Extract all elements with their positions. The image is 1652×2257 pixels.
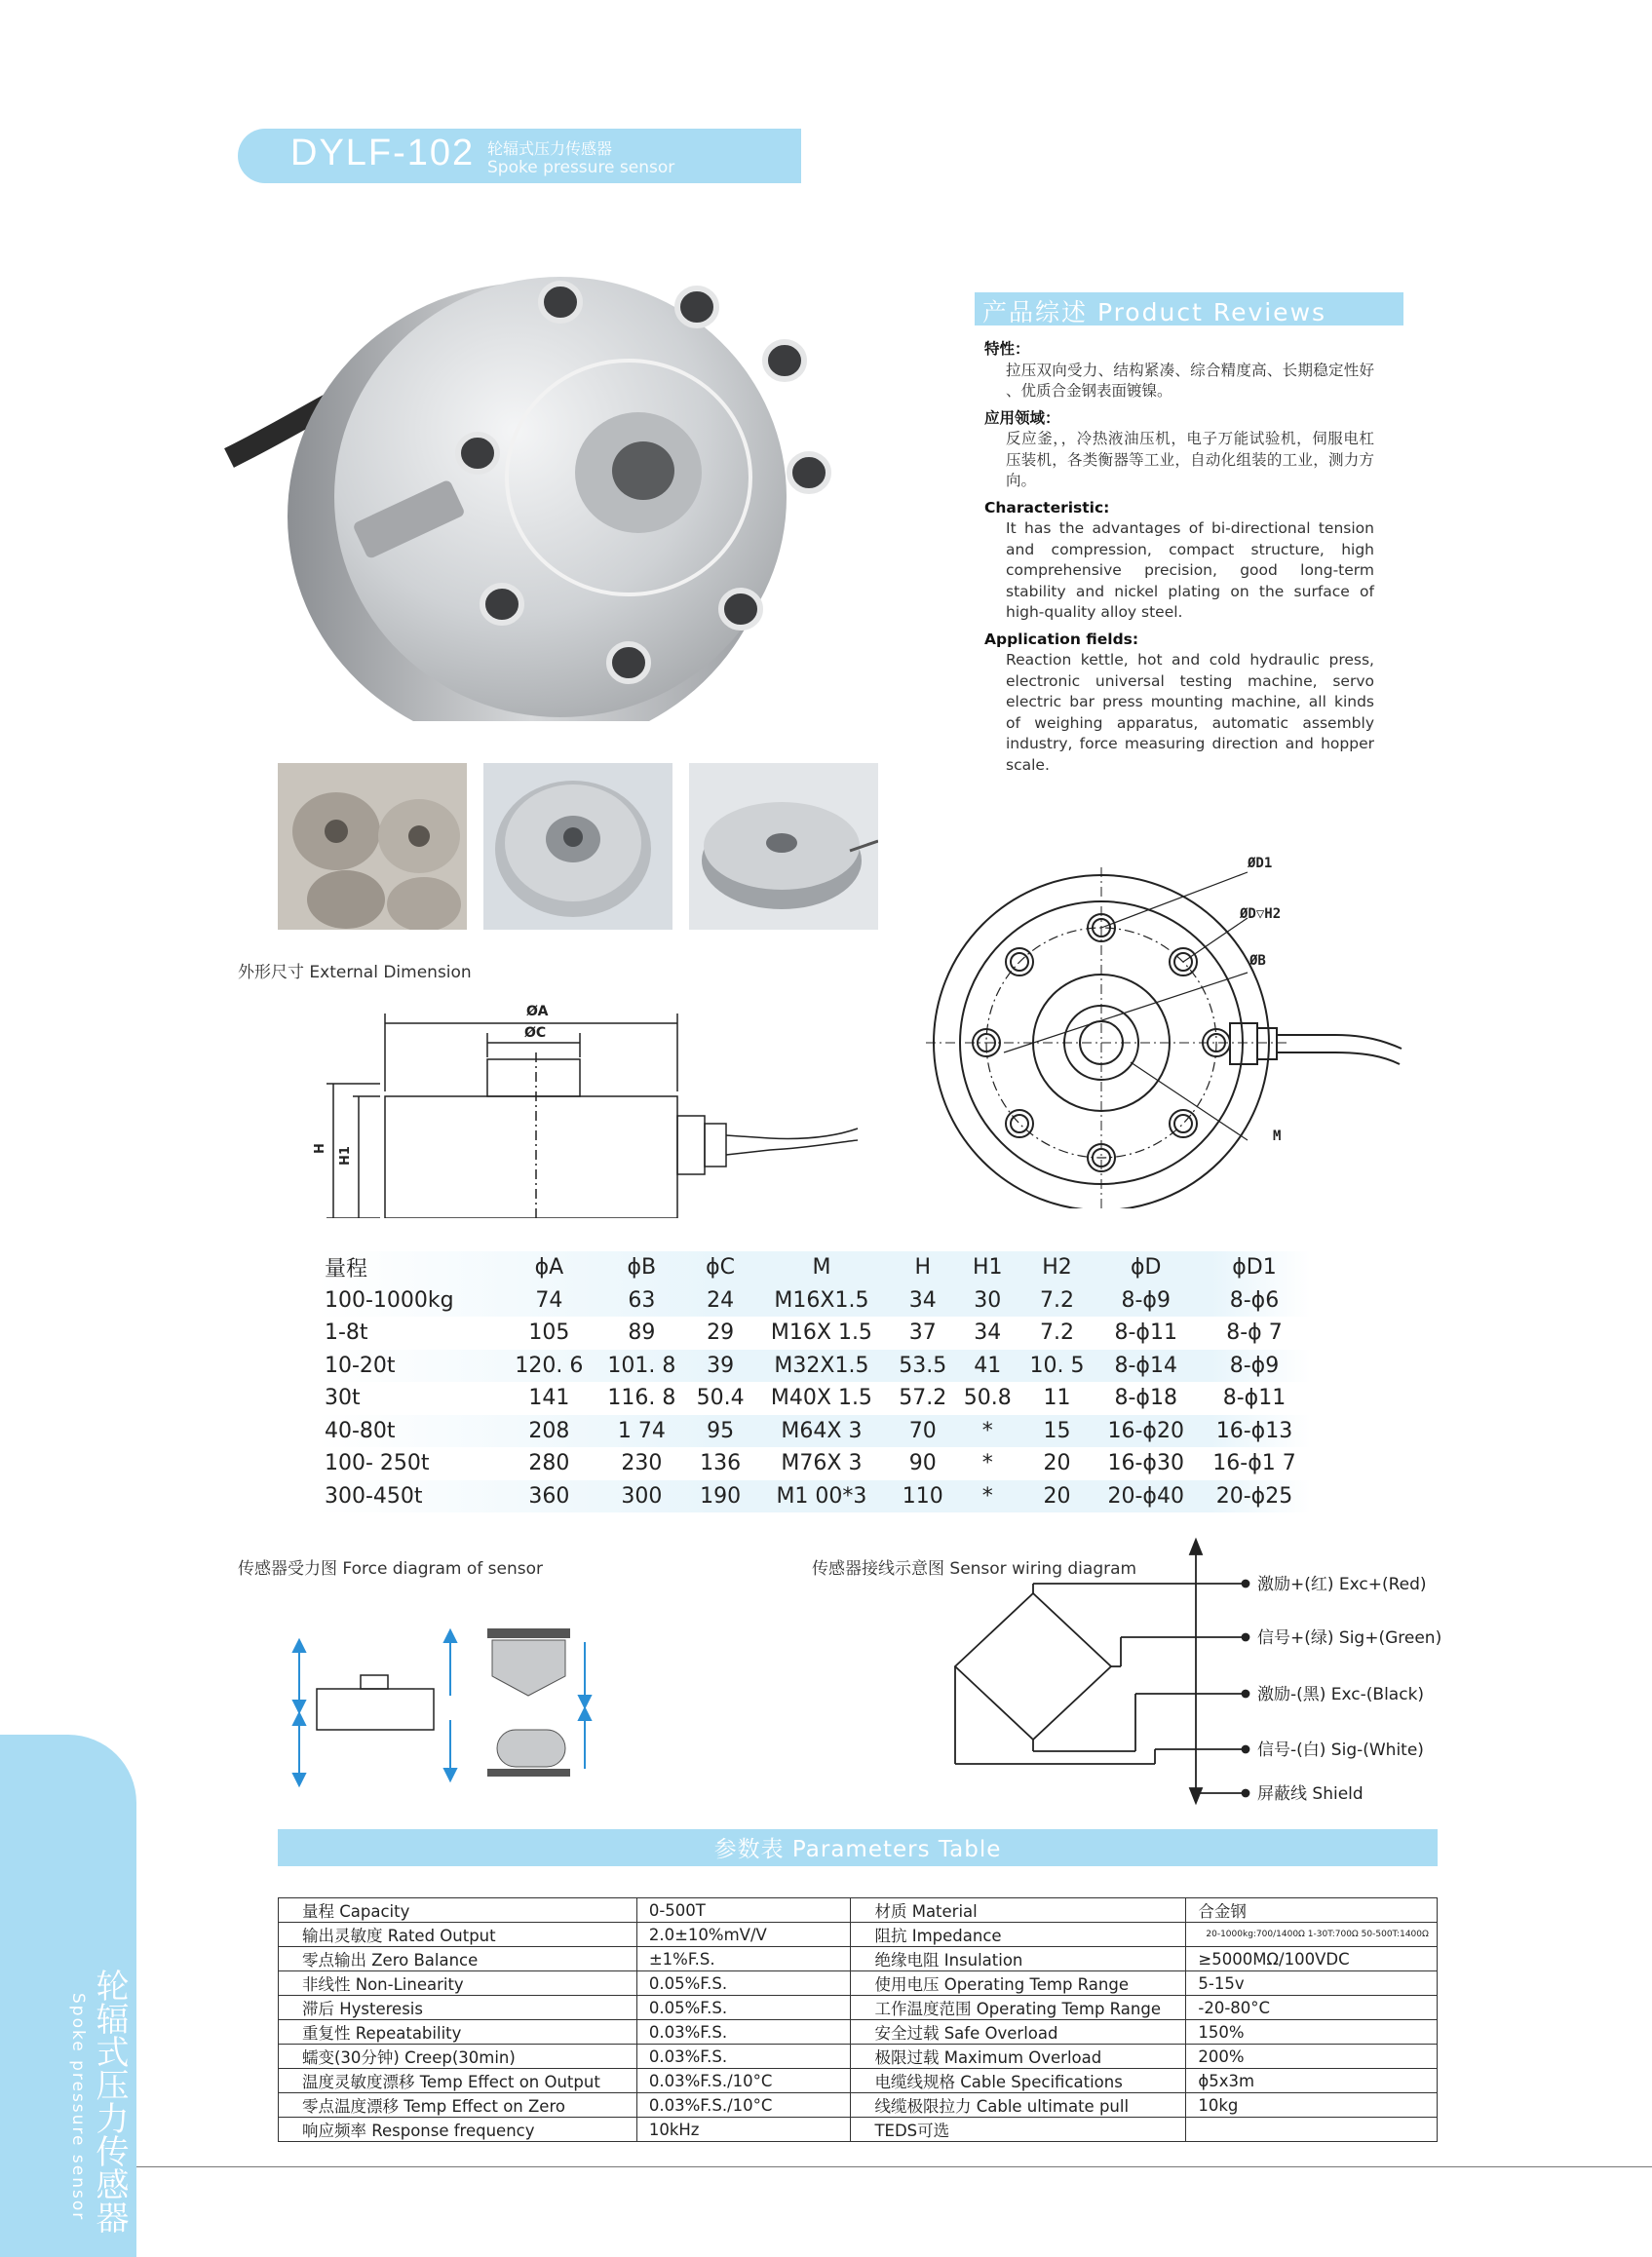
capacity-cell: 280	[528, 1451, 570, 1476]
dim-oa: ØA	[526, 1004, 549, 1019]
param-value-cell: ϕ5x3m	[1186, 2069, 1438, 2093]
capacity-cell: 40-80t	[325, 1418, 396, 1443]
capacity-row	[317, 1480, 1311, 1513]
capacity-cell: 360	[528, 1483, 570, 1509]
capacity-cell: 116. 8	[607, 1386, 676, 1411]
capacity-row	[317, 1415, 1311, 1448]
capacity-header-cell: H2	[1042, 1255, 1072, 1281]
param-value-cell: 5-15v	[1186, 1971, 1438, 1996]
param-name-cell: 温度灵敏度漂移 Temp Effect on Output	[279, 2069, 637, 2093]
param-name-cell: 量程 Capacity	[279, 1898, 637, 1923]
product-photo-3	[689, 763, 878, 930]
wire-shield: 屏蔽线 Shield	[1257, 1784, 1364, 1804]
capacity-cell: 8-ϕ14	[1114, 1353, 1177, 1378]
capacity-cell: 8-ϕ11	[1222, 1386, 1287, 1411]
param-value-cell: 2.0±10%mV/V	[636, 1923, 851, 1947]
param-name-cell: 非线性 Non-Linearity	[279, 1971, 637, 1996]
reviews-title: 产品综述 Product Reviews	[982, 298, 1327, 326]
param-value-cell: 0.05%F.S.	[636, 1971, 851, 1996]
param-value-cell: -20-80°C	[1186, 1996, 1438, 2020]
capacity-cell: 8-ϕ11	[1114, 1320, 1177, 1346]
capacity-cell: M1 00*3	[776, 1483, 867, 1509]
capacity-header-cell: H	[914, 1255, 932, 1281]
capacity-cell: 110	[902, 1483, 943, 1509]
capacity-row	[317, 1350, 1311, 1383]
capacity-cell: 41	[974, 1353, 1002, 1378]
side-view-drawing	[312, 994, 897, 1218]
capacity-cell: *	[981, 1483, 993, 1509]
side-title-en: Spoke pressure sensor	[68, 1993, 88, 2222]
capacity-cell: 20-ϕ25	[1215, 1483, 1293, 1509]
param-name-cell: 零点温度漂移 Temp Effect on Zero	[279, 2093, 637, 2118]
capacity-cell: 70	[908, 1418, 937, 1443]
reviews-content	[984, 333, 1374, 776]
product-name-en: Spoke pressure sensor	[487, 158, 675, 177]
capacity-cell: 16-ϕ20	[1107, 1418, 1184, 1443]
capacity-table	[317, 1251, 1311, 1512]
capacity-cell: 50.4	[696, 1386, 745, 1411]
param-name-cell: TEDS可选	[851, 2118, 1186, 2142]
dim-ob: ØB	[1249, 953, 1266, 969]
wire-exc-minus: 激励-(黑) Exc-(Black)	[1257, 1685, 1425, 1704]
application-fields-text: Reaction kettle, hot and cold hydraulic press, electronic universal testing machine, servo electric bar press mounting machine, all kinds of weighing apparatus, automatic assembly industry, force measuring direction and hopper scale.	[1006, 651, 1374, 774]
apps-text: 反应釜，，冷热液油压机，电子万能试验机，伺服电杠压装机，各类衡器等工业，自动化组装的工业，测力方向。	[1006, 430, 1374, 489]
param-value-cell: 0.03%F.S.	[636, 2020, 851, 2045]
capacity-cell: 105	[528, 1320, 570, 1346]
apps-heading: 应用领域：	[984, 408, 1060, 427]
param-name-cell: 绝缘电阻 Insulation	[851, 1947, 1186, 1971]
param-value-cell: 0.03%F.S./10°C	[636, 2069, 851, 2093]
capacity-cell: *	[981, 1418, 993, 1443]
capacity-row	[317, 1317, 1311, 1350]
footer-divider	[136, 2166, 1652, 2167]
dim-h: H	[313, 1143, 327, 1154]
capacity-cell: M16X 1.5	[770, 1320, 872, 1346]
force-diagram	[288, 1623, 599, 1788]
param-name-cell: 零点输出 Zero Balance	[279, 1947, 637, 1971]
param-value-cell: 0.03%F.S./10°C	[636, 2093, 851, 2118]
main-product-image	[210, 234, 833, 721]
capacity-cell: 11	[1043, 1386, 1071, 1411]
capacity-cell: M16X1.5	[774, 1287, 869, 1313]
wire-sig-plus: 信号+(绿) Sig+(Green)	[1257, 1628, 1442, 1648]
param-row	[279, 1996, 1438, 2020]
capacity-cell: M76X 3	[781, 1451, 863, 1476]
capacity-header-cell: ϕD1	[1232, 1255, 1277, 1281]
capacity-cell: 30t	[325, 1386, 361, 1411]
capacity-header-cell: ϕD	[1131, 1255, 1162, 1281]
capacity-cell: 20	[1043, 1451, 1071, 1476]
parameters-table	[278, 1897, 1438, 2142]
model-title: DYLF-102	[290, 133, 476, 173]
param-name-cell: 重复性 Repeatability	[279, 2020, 637, 2045]
capacity-header-cell: ϕC	[706, 1255, 736, 1281]
capacity-cell: 24	[707, 1287, 735, 1313]
param-name-cell: 阻抗 Impedance	[851, 1923, 1186, 1947]
dim-od1: ØD1	[1248, 856, 1273, 871]
capacity-cell: M40X 1.5	[770, 1386, 872, 1411]
capacity-header-cell: M	[812, 1255, 831, 1281]
capacity-row	[317, 1447, 1311, 1480]
capacity-cell: 53.5	[899, 1353, 947, 1378]
param-value-cell: 0.03%F.S.	[636, 2045, 851, 2069]
capacity-cell: *	[981, 1451, 993, 1476]
wire-sig-minus: 信号-(白) Sig-(White)	[1257, 1741, 1424, 1760]
capacity-cell: 120. 6	[515, 1353, 584, 1378]
dim-m: M	[1273, 1128, 1282, 1144]
param-name-cell: 材质 Material	[851, 1898, 1186, 1923]
capacity-header-cell: ϕA	[534, 1255, 564, 1281]
capacity-cell: 95	[707, 1418, 735, 1443]
capacity-cell: 16-ϕ1 7	[1212, 1451, 1296, 1476]
capacity-cell: 136	[700, 1451, 742, 1476]
capacity-cell: M64X 3	[781, 1418, 863, 1443]
param-value-cell: 10kg	[1186, 2093, 1438, 2118]
capacity-cell: 34	[974, 1320, 1002, 1346]
param-name-cell: 电缆线规格 Cable Specifications	[851, 2069, 1186, 2093]
product-name-cn: 轮辐式压力传感器	[487, 139, 613, 158]
capacity-cell: 20-ϕ40	[1107, 1483, 1184, 1509]
capacity-cell: 89	[628, 1320, 656, 1346]
param-value-cell: 0.05%F.S.	[636, 1996, 851, 2020]
param-row	[279, 2093, 1438, 2118]
param-row	[279, 1898, 1438, 1923]
capacity-cell: 15	[1043, 1418, 1071, 1443]
param-value-cell: 合金钢	[1186, 1898, 1438, 1923]
capacity-cell: 100- 250t	[325, 1451, 430, 1476]
capacity-cell: 63	[628, 1287, 656, 1313]
capacity-cell: 300-450t	[325, 1483, 423, 1509]
top-view-drawing	[926, 848, 1433, 1208]
capacity-cell: 230	[621, 1451, 663, 1476]
capacity-cell: 7.2	[1039, 1287, 1074, 1313]
application-fields-heading: Application fields:	[984, 630, 1139, 648]
capacity-cell: 8-ϕ6	[1229, 1287, 1280, 1313]
capacity-cell: 74	[535, 1287, 563, 1313]
param-name-cell: 线缆极限拉力 Cable ultimate pull	[851, 2093, 1186, 2118]
param-row	[279, 1947, 1438, 1971]
capacity-cell: 190	[700, 1483, 742, 1509]
param-name-cell: 蠕变(30分钟) Creep(30min)	[279, 2045, 637, 2069]
capacity-cell: 100-1000kg	[325, 1287, 454, 1313]
param-value-cell: ≥5000MΩ/100VDC	[1186, 1947, 1438, 1971]
capacity-table-header	[317, 1251, 1311, 1284]
param-value-cell: 10kHz	[636, 2118, 851, 2142]
external-dimension-label: 外形尺寸 External Dimension	[238, 963, 472, 982]
capacity-cell: 16-ϕ30	[1107, 1451, 1184, 1476]
dim-h1: H1	[338, 1146, 353, 1166]
capacity-cell: M32X1.5	[774, 1353, 869, 1378]
param-row	[279, 2045, 1438, 2069]
product-photo-1	[278, 763, 467, 930]
characteristic-heading: Characteristic:	[984, 498, 1110, 516]
capacity-cell: 1 74	[617, 1418, 666, 1443]
capacity-cell: 20	[1043, 1483, 1071, 1509]
capacity-cell: 10-20t	[325, 1353, 396, 1378]
param-name-cell: 工作温度范围 Operating Temp Range	[851, 1996, 1186, 2020]
characteristic-text: It has the advantages of bi-directional tension and compression, compact structure, high comprehensive precision, good long-term stability and nickel plating on the surface of high-quality alloy steel.	[1006, 519, 1374, 621]
param-value-cell: 150%	[1186, 2020, 1438, 2045]
param-row	[279, 1923, 1438, 1947]
param-name-cell: 响应频率 Response frequency	[279, 2118, 637, 2142]
param-name-cell: 极限过载 Maximum Overload	[851, 2045, 1186, 2069]
capacity-cell: 90	[908, 1451, 937, 1476]
param-name-cell: 使用电压 Operating Temp Range	[851, 1971, 1186, 1996]
capacity-cell: 208	[528, 1418, 570, 1443]
capacity-cell: 8-ϕ18	[1114, 1386, 1177, 1411]
capacity-cell: 8-ϕ 7	[1226, 1320, 1283, 1346]
capacity-cell: 10. 5	[1029, 1353, 1085, 1378]
capacity-header-cell: ϕB	[627, 1255, 657, 1281]
product-photo-2	[483, 763, 672, 930]
param-name-cell: 滞后 Hysteresis	[279, 1996, 637, 2020]
param-name-cell: 安全过载 Safe Overload	[851, 2020, 1186, 2045]
param-value-cell	[1186, 2118, 1438, 2142]
capacity-cell: 16-ϕ13	[1215, 1418, 1293, 1443]
capacity-cell: 37	[908, 1320, 937, 1346]
param-row	[279, 1971, 1438, 1996]
side-title-cn: 轮辐式压力传感器	[90, 1969, 129, 2234]
capacity-cell: 7.2	[1039, 1320, 1074, 1346]
param-value-cell: ±1%F.S.	[636, 1947, 851, 1971]
param-name-cell: 输出灵敏度 Rated Output	[279, 1923, 637, 1947]
wiring-diagram	[950, 1535, 1442, 1808]
param-value-cell: 0-500T	[636, 1898, 851, 1923]
force-diagram-label: 传感器受力图 Force diagram of sensor	[238, 1559, 544, 1579]
capacity-cell: 50.8	[963, 1386, 1012, 1411]
wiring-diagram-label: 传感器接线示意图 Sensor wiring diagram	[812, 1559, 1137, 1579]
capacity-cell: 141	[528, 1386, 570, 1411]
capacity-cell: 30	[974, 1287, 1002, 1313]
param-row	[279, 2020, 1438, 2045]
features-text: 拉压双向受力、结构紧凑、综合精度高、长期稳定性好 、优质合金钢表面镀镍。	[1006, 361, 1374, 400]
dim-odh2: ØD▽H2	[1240, 906, 1282, 922]
features-heading: 特性：	[984, 340, 1030, 358]
capacity-header-cell: 量程	[325, 1257, 368, 1282]
capacity-cell: 57.2	[899, 1386, 947, 1411]
param-row	[279, 2069, 1438, 2093]
capacity-cell: 8-ϕ9	[1229, 1353, 1280, 1378]
param-value-cell: 20-1000kg:700/1400Ω 1-30T:700Ω 50-500T:1400Ω	[1186, 1923, 1438, 1947]
capacity-cell: 34	[908, 1287, 937, 1313]
wire-exc-plus: 激励+(红) Exc+(Red)	[1257, 1575, 1427, 1594]
capacity-cell: 8-ϕ9	[1121, 1287, 1171, 1313]
capacity-row	[317, 1382, 1311, 1415]
dim-oc: ØC	[524, 1025, 547, 1041]
capacity-row	[317, 1284, 1311, 1318]
capacity-cell: 29	[707, 1320, 735, 1346]
param-row	[279, 2118, 1438, 2142]
capacity-cell: 300	[621, 1483, 663, 1509]
capacity-header-cell: H1	[972, 1255, 1003, 1281]
param-value-cell: 200%	[1186, 2045, 1438, 2069]
capacity-cell: 101. 8	[607, 1353, 676, 1378]
params-title: 参数表 Parameters Table	[713, 1837, 1002, 1862]
capacity-cell: 39	[707, 1353, 735, 1378]
capacity-cell: 1-8t	[325, 1320, 368, 1346]
